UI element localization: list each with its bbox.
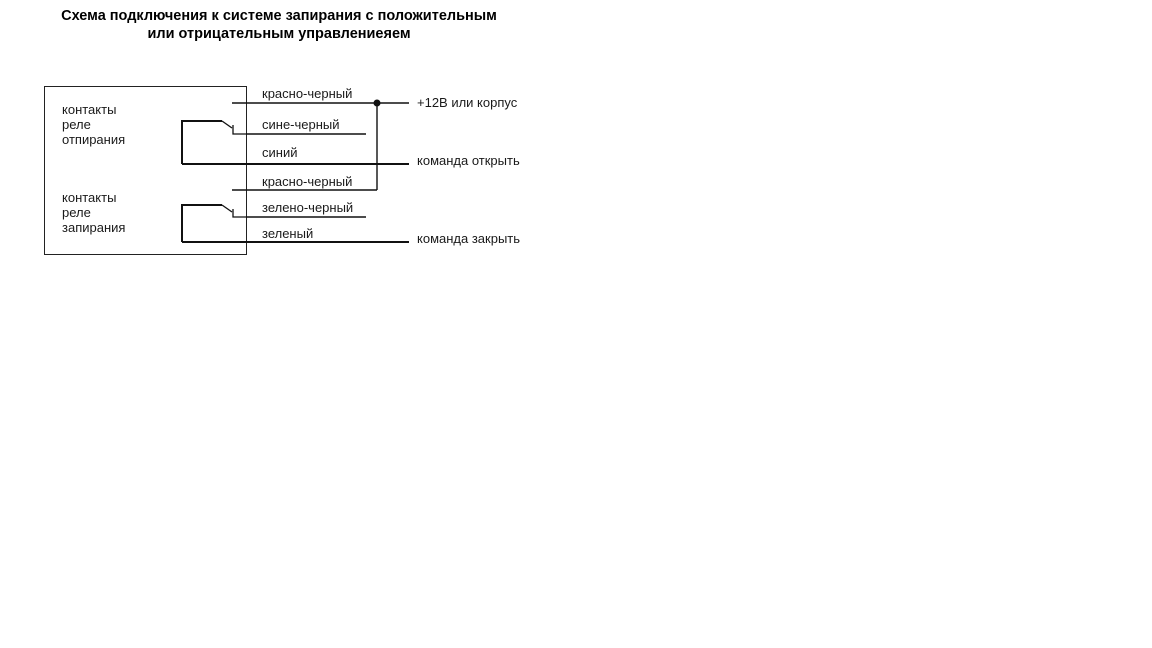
lock-relay-contact bbox=[182, 205, 246, 242]
wire-green-black bbox=[246, 200, 366, 217]
unlock-relay-label-2: реле bbox=[62, 117, 91, 132]
lock-relay-label-1: контакты bbox=[62, 190, 117, 205]
diagram-title-line-2: или отрицательным управлениеяем bbox=[147, 26, 411, 42]
wire-label-green: зеленый bbox=[262, 226, 314, 241]
wire-label-green-black: зелено-черный bbox=[262, 200, 354, 215]
lock-relay-label-2: реле bbox=[62, 205, 91, 220]
wire-label-blue-black: сине-черный bbox=[262, 117, 340, 132]
output-open-label: команда открыть bbox=[417, 153, 520, 168]
wire-label-red-black-1: красно-черный bbox=[262, 86, 353, 101]
wire-label-red-black-2: красно-черный bbox=[262, 174, 353, 189]
wire-blue bbox=[182, 145, 409, 164]
wire-red-black-2 bbox=[232, 174, 377, 190]
unlock-relay-label-1: контакты bbox=[62, 102, 117, 117]
unlock-relay-label-3: отпирания bbox=[62, 132, 126, 147]
wire-blue-black bbox=[246, 117, 366, 134]
lock-relay-label-3: запирания bbox=[62, 220, 126, 235]
junction-dot bbox=[374, 100, 381, 107]
wire-red-black-1 bbox=[232, 86, 409, 103]
wire-label-blue: синий bbox=[262, 145, 298, 160]
unlock-relay-contact bbox=[182, 121, 246, 164]
output-power-label: +12В или корпус bbox=[417, 95, 518, 110]
wire-green bbox=[182, 226, 409, 242]
diagram-title-line-1: Схема подключения к системе запирания с положительным bbox=[61, 8, 497, 24]
output-close-label: команда закрыть bbox=[417, 231, 521, 246]
